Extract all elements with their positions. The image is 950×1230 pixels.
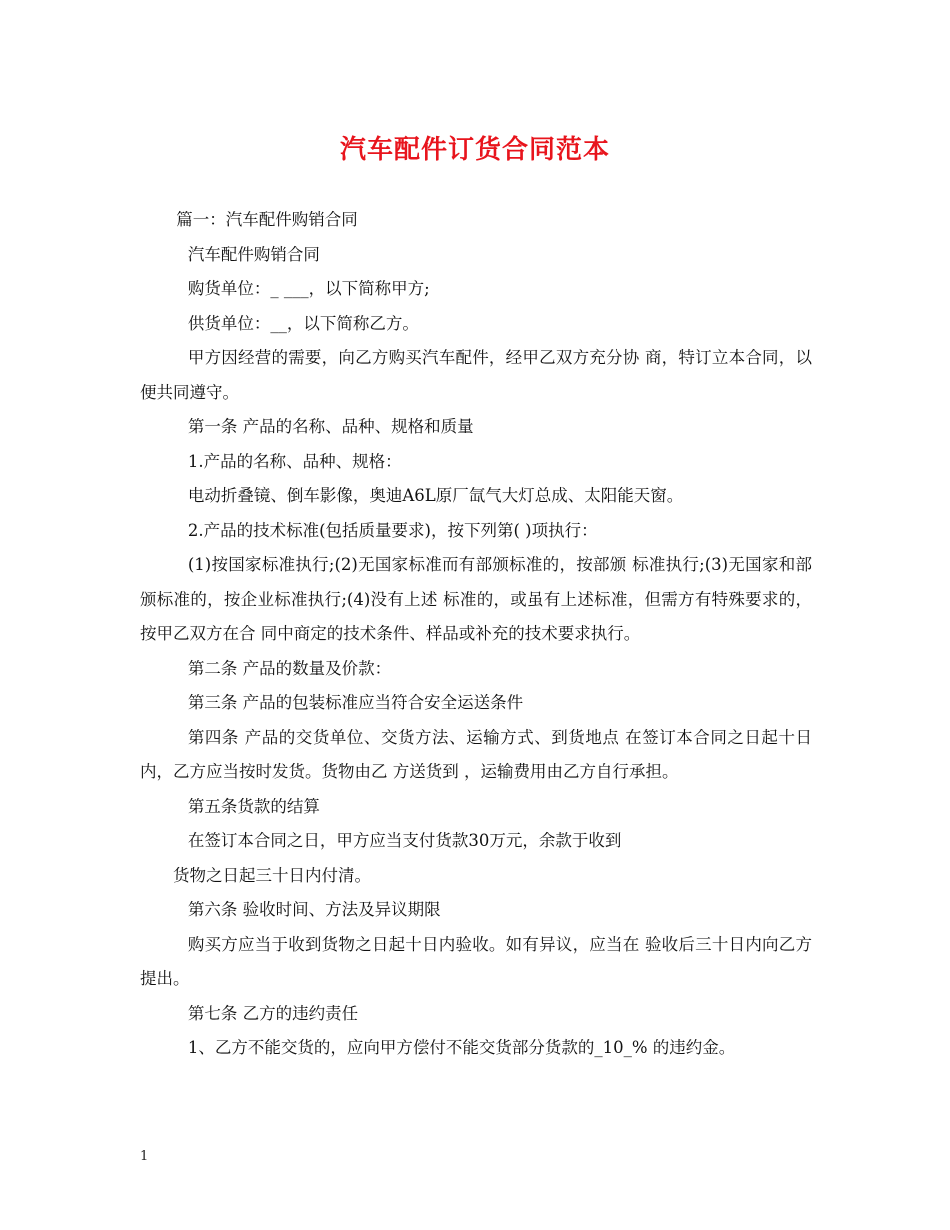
paragraph-supplier: 供货单位：__，以下简称乙方。	[187, 313, 419, 333]
paragraph-payment-continued: 货物之日起三十日内付清。	[173, 865, 371, 885]
paragraph-buyer: 购货单位：_ ___，以下简称甲方;	[187, 279, 430, 298]
paragraph-article-1: 第一条 产品的名称、品种、规格和质量	[187, 417, 474, 436]
paragraph-contract-title: 汽车配件购销合同	[187, 244, 320, 264]
paragraph-article-3: 第三条 产品的包装标准应当符合安全运送条件	[187, 693, 524, 712]
paragraph-item-2: 2.产品的技术标准(包括质量要求)，按下列第( )项执行：	[187, 520, 598, 540]
paragraph-article-5: 第五条货款的结算	[187, 796, 320, 816]
page-title: 汽车配件订货合同范本	[339, 135, 610, 165]
paragraph-preamble: 甲方因经营的需要，向乙方购买汽车配件，经甲乙双方充分协 商，特订立本合同，以便共同遵守。	[140, 348, 812, 402]
page-number: 1	[140, 1149, 149, 1164]
paragraph-payment: 在签订本合同之日，甲方应当支付货款30万元，余款于收到	[187, 831, 622, 850]
paragraph-article-7: 第七条 乙方的违约责任	[187, 1003, 359, 1023]
document-body	[140, 203, 812, 1066]
paragraph-article-2: 第二条 产品的数量及价款：	[187, 658, 392, 678]
paragraph-section-heading: 篇一：汽车配件购销合同	[176, 210, 358, 229]
paragraph-inspection: 购买方应当于收到货物之日起十日内验收。如有异议，应当在 验收后三十日内向乙方提出。	[140, 934, 812, 988]
paragraph-products: 电动折叠镜、倒车影像，奥迪A6L原厂氙气大灯总成、太阳能天窗。	[187, 486, 684, 505]
paragraph-penalty: 1、乙方不能交货的，应向甲方偿付不能交货部分货款的_10_% 的违约金。	[187, 1038, 736, 1057]
paragraph-item-1: 1.产品的名称、品种、规格：	[187, 451, 402, 471]
paragraph-article-6: 第六条 验收时间、方法及异议期限	[187, 900, 441, 919]
paragraph-standards: (1)按国家标准执行;(2)无国家标准而有部颁标准的，按部颁 标准执行;(3)无国家和部颁标准的，按企业标准执行;(4)没有上述 标准的，或虽有上述标准，但需方有特殊要求的，按甲乙双方在合 同中商定的技术条件、样品或补充的技术要求执行。	[140, 555, 812, 643]
paragraph-article-4: 第四条 产品的交货单位、交货方法、运输方式、到货地点 在签订本合同之日起十日内，乙方应当按时发货。货物由乙 方送货到 ，运输费用由乙方自行承担。	[140, 727, 812, 781]
